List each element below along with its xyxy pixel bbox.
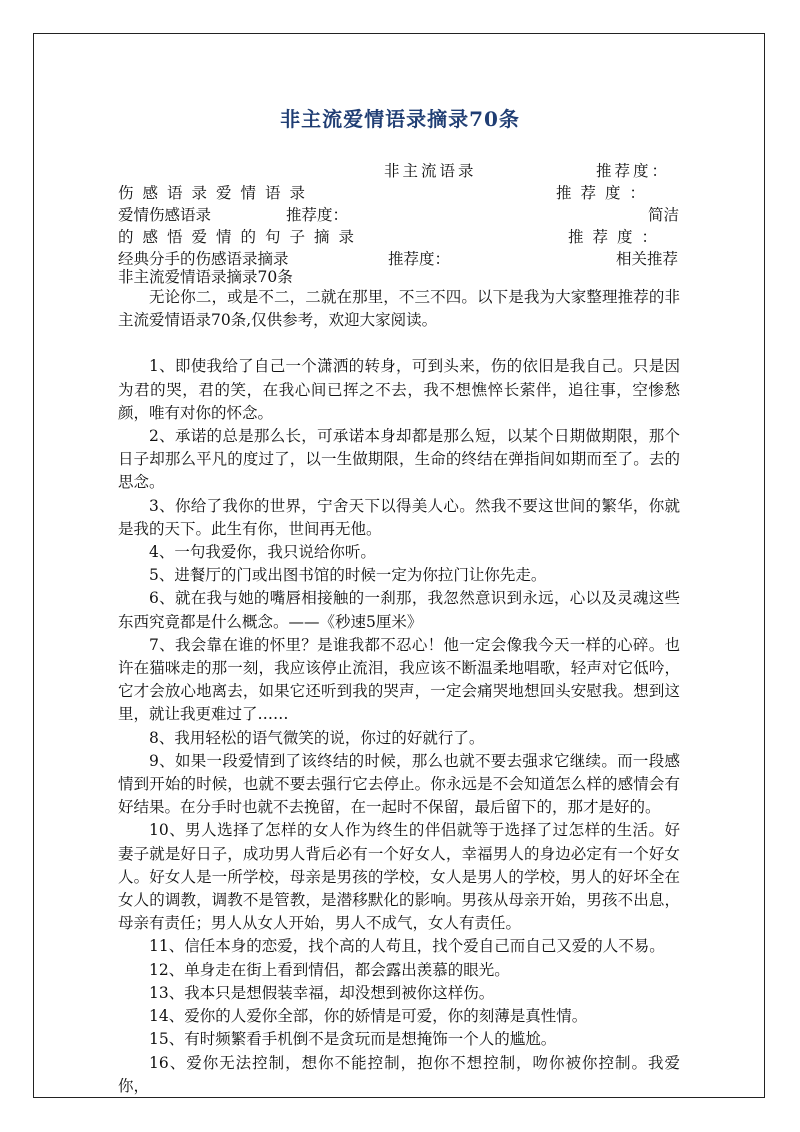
list-item: 14、爱你的人爱你全部，你的娇情是可爱，你的刻薄是真性情。 — [149, 1007, 588, 1026]
list-item: 4、一句我爱你，我只说给你听。 — [149, 543, 376, 562]
list-item: 11、信任本身的恋爱，找个高的人苟且，找个爱自己而自己又爱的人不易。 — [149, 937, 665, 956]
list-item: 1、即使我给了自己一个潇洒的转身，可到头来，伤的依旧是我自己。只是因为君的哭，君的笑，在我心间已挥之不去，我不想憔悴长萦伴，追往事，空惨愁颜，唯有对你的怀念。 — [118, 357, 680, 422]
meta-label: 推荐度： — [568, 228, 667, 246]
list-item: 10、男人选择了怎样的女人作为终生的伴侣就等于选择了过怎样的生活。好妻子就是好日子，成功男人背后必有一个好女人，幸福男人的身边必定有一个好女人。好女人是一所学校，母亲是男孩的学校，女人是男人的学校，男人的好坏全在女人的调教，调教不是管教，是潜移默化的影响。男孩从母亲开始，男孩不出息，母亲有责任；男人从女人开始，男人不成气，女人有责任。 — [118, 821, 680, 933]
meta-label: 推荐度： — [596, 162, 671, 180]
list-item: 5、进餐厅的门或出图书馆的时候一定为你拉门让你先走。 — [149, 566, 547, 585]
list-item: 8、我用轻松的语气微笑的说，你过的好就行了。 — [149, 728, 485, 747]
document-title: 非主流爱情语录摘录70条 — [280, 107, 520, 131]
list-item: 3、你给了我你的世界，宁舍天下以得美人心。然我不要这世间的繁华，你就是我的天下。此生有你，世间再无他。 — [118, 496, 680, 538]
list-item: 2、承诺的总是那么长，可承诺本身却都是那么短，以某个日期做期限，那个日子却那么平凡的度过了，以一生做期限，生命的终结在弹指间如期而至了。去的思念。 — [118, 427, 680, 492]
list-item: 9、如果一段爱情到了该终结的时候，那么也就不要去强求它继续。而一段感情到开始的时候，也就不要去强行它去停止。你永远是不会知道怎么样的感情会有好结果。在分手时也就不去挽留，在一起时不保留，最后留下的，那才是好的。 — [118, 751, 680, 817]
list-item: 16、爱你无法控制，想你不能控制，抱你不想控制，吻你被你控制。我爱你， — [118, 1053, 680, 1095]
document-body — [118, 286, 680, 1098]
meta-label: 简洁 — [648, 206, 680, 224]
meta-label: 非主流语录 — [384, 162, 477, 180]
list-item: 6、就在我与她的嘴唇相接触的一刹那，我忽然意识到永远，心以及灵魂这些东西究竟都是什么概念。——《秒速5厘米》 — [118, 589, 680, 631]
meta-label: 的感悟爱情的句子摘录 — [118, 228, 364, 246]
meta-label: 非主流爱情语录摘录70条 — [118, 268, 293, 286]
intro-paragraph: 无论你二，或是不二，二就在那里，不三不四。以下是我为大家整理推荐的非主流爱情语录70条,仅供参考，欢迎大家阅读。 — [118, 288, 680, 330]
list-item: 15、有时频繁看手机倒不是贪玩而是想掩饰一个人的尴尬。 — [149, 1030, 557, 1049]
meta-label: 相关推荐 — [616, 250, 679, 268]
list-item: 7、我会靠在谁的怀里？是谁我都不忍心！他一定会像我今天一样的心碎。也许在猫咪走的那一刻，我应该停止流泪，我应该不断温柔地唱歌，轻声对它低吟，它才会放心地离去，如果它还听到我的哭声，一定会痛哭地想回头安慰我。想到这里，就让我更难过了…… — [118, 635, 680, 724]
meta-label: 经典分手的伤感语录摘录 — [118, 250, 289, 268]
meta-label: 爱情伤感语录 — [118, 206, 212, 224]
meta-label: 推荐度： — [556, 184, 655, 202]
meta-label: 推荐度： — [286, 206, 349, 224]
list-item: 12、单身走在街上看到情侣，都会露出羡慕的眼光。 — [149, 960, 510, 979]
meta-label: 推荐度： — [388, 250, 451, 268]
list-item: 13、我本只是想假装幸福，却没想到被你这样伤。 — [149, 983, 495, 1002]
meta-label: 伤感语录爱情语录 — [118, 184, 315, 202]
